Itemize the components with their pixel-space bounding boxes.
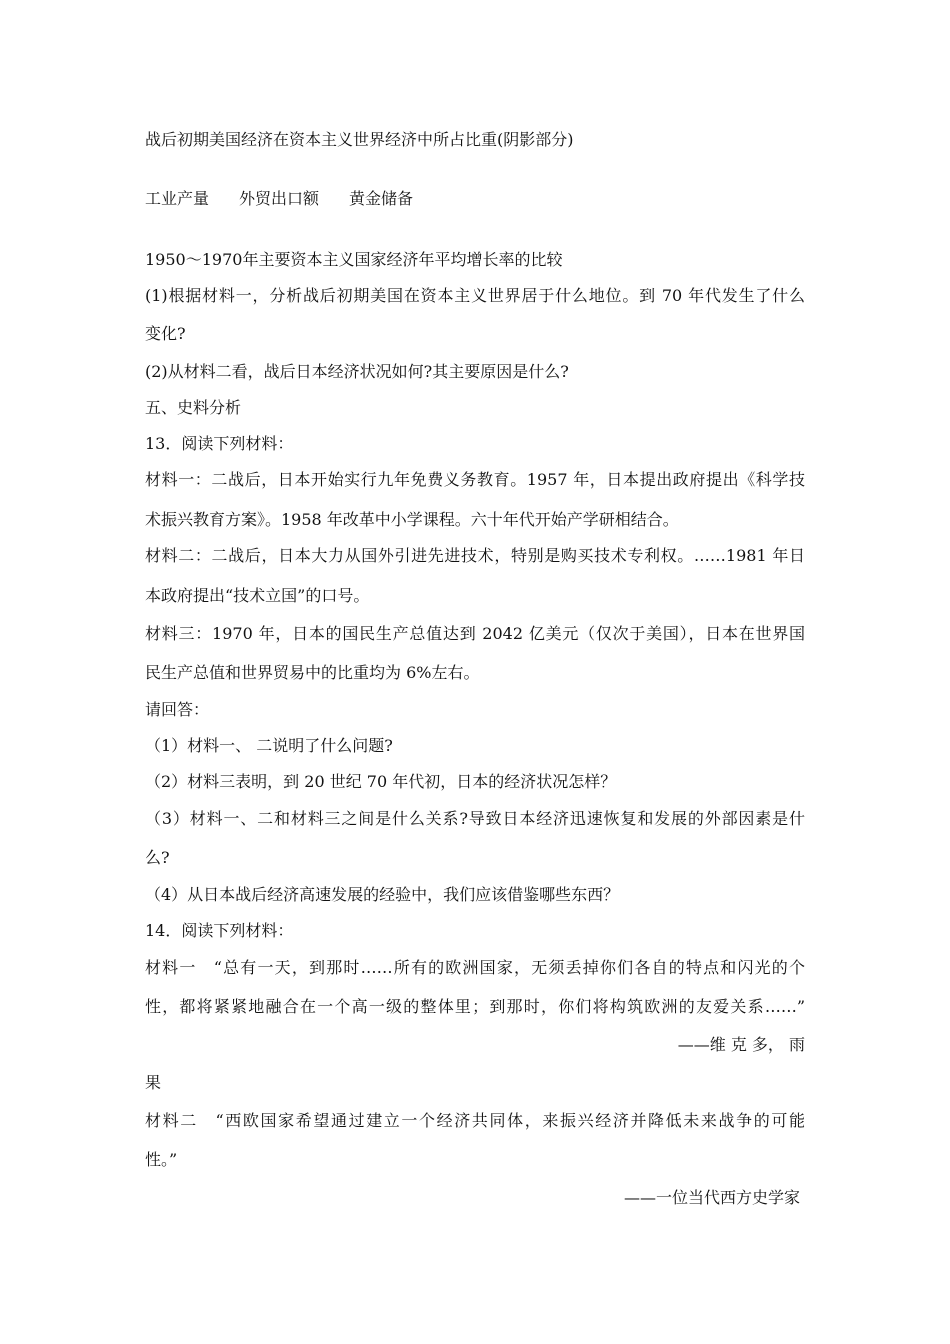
p13-material-1-line-1: 材料一：二战后，日本开始实行九年免费义务教育。1957 年，日本提出政府提出《科学技: [145, 470, 805, 489]
section-heading: 五、史料分析: [145, 398, 242, 417]
p13-material-1-line-2: 术振兴教育方案》。1958 年改革中小学课程。六十年代开始产学研相结合。: [145, 510, 679, 529]
figure-title: 战后初期美国经济在资本主义世界经济中所占比重(阴影部分): [145, 130, 574, 149]
p14-material-1-line-2: 性，都将紧紧地融合在一个高一级的整体里；到那时，你们将构筑欧洲的友爱关系……”: [145, 997, 805, 1016]
answer-question-3-line-1: （3）材料一、二和材料三之间是什么关系?导致日本经济迅速恢复和发展的外部因素是什: [145, 809, 805, 828]
figure2-title: 1950～1970年主要资本主义国家经济年平均增长率的比较: [145, 250, 563, 269]
figure-label-industry: 工业产量: [145, 189, 210, 208]
question-1-line-1: (1)根据材料一，分析战后初期美国在资本主义世界居于什么地位。到 70 年代发生了什么: [145, 286, 805, 305]
figure-label-gold: 黄金储备: [349, 189, 414, 208]
answer-question-4: （4）从日本战后经济高速发展的经验中，我们应该借鉴哪些东西？: [145, 885, 620, 904]
figure-labels: [145, 189, 805, 209]
p14-material-2-line-2: 性。”: [145, 1150, 178, 1169]
p14-material-1-source-cont: 果: [145, 1073, 162, 1092]
problem-14-title: 14．阅读下列材料：: [145, 921, 294, 940]
problem-13-title: 13．阅读下列材料：: [145, 434, 294, 453]
p14-material-2-source: ——一位当代西方史学家: [623, 1188, 800, 1207]
question-2: (2)从材料二看，战后日本经济状况如何?其主要原因是什么?: [145, 362, 569, 381]
p13-material-3-line-1: 材料三：1970 年，日本的国民生产总值达到 2042 亿美元（仅次于美国），日本在世界国: [145, 624, 805, 643]
p14-material-1-source: ——维 克 多， 雨: [677, 1035, 805, 1054]
p14-material-2-line-1: 材料二 “西欧国家希望通过建立一个经济共同体，来振兴经济并降低未来战争的可能: [145, 1111, 805, 1130]
answer-prompt: 请回答：: [145, 700, 210, 719]
p13-material-3-line-2: 民生产总值和世界贸易中的比重均为 6%左右。: [145, 663, 480, 682]
answer-question-1: （1）材料一、 二说明了什么问题?: [145, 736, 393, 755]
question-1-line-2: 变化?: [145, 324, 186, 343]
figure-label-exports: 外贸出口额: [239, 189, 320, 208]
p13-material-2-line-2: 本政府提出“技术立国”的口号。: [145, 586, 370, 605]
p14-material-1-line-1: 材料一 “总有一天，到那时……所有的欧洲国家，无须丢掉你们各自的特点和闪光的个: [145, 958, 805, 977]
answer-question-2: （2）材料三表明，到 20 世纪 70 年代初，日本的经济状况怎样？: [145, 772, 617, 791]
answer-question-3-line-2: 么?: [145, 848, 170, 867]
p13-material-2-line-1: 材料二：二战后，日本大力从国外引进先进技术，特别是购买技术专利权。……1981 年日: [145, 546, 805, 565]
